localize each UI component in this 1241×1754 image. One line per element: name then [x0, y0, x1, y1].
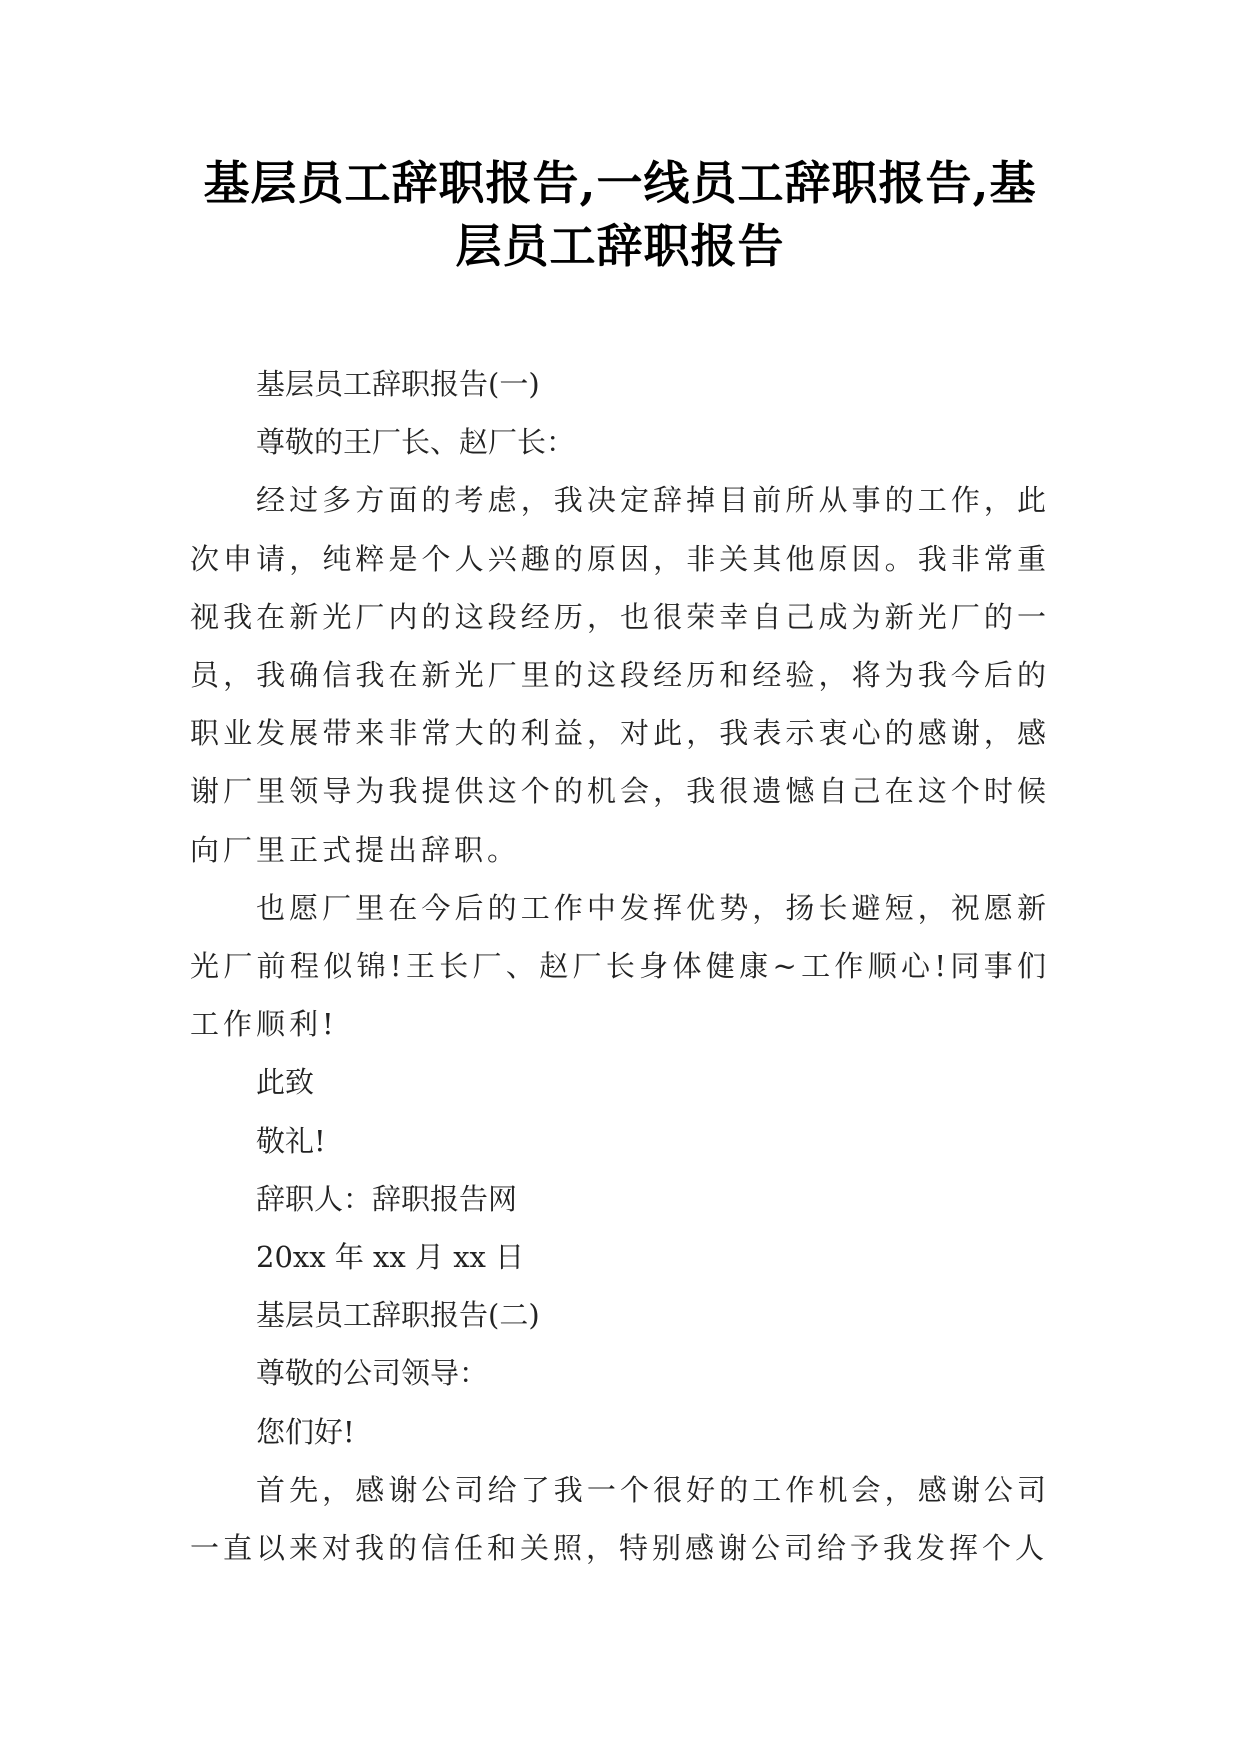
salutation-2: 尊敬的公司领导： [256, 1356, 489, 1391]
signature-line: 辞职人：辞职报告网 [256, 1181, 518, 1216]
body-paragraph: 首先，感谢公司给了我一个很好的工作机会，感谢公司一直以来对我的信任和关照，特别感谢公司给予我发挥个人 [190, 1472, 1050, 1566]
document-body [190, 355, 1050, 1577]
closing-phrase: 此致 [256, 1065, 315, 1100]
body-paragraph: 也愿厂里在今后的工作中发挥优势，扬长避短，祝愿新光厂前程似锦!王长厂、赵厂长身体健康~工作顺心!同事们工作顺利! [190, 890, 1050, 1042]
salutation-1: 尊敬的王厂长、赵厂长： [256, 425, 576, 460]
section-heading-1: 基层员工辞职报告(一) [256, 367, 540, 401]
document-title: 基层员工辞职报告,一线员工辞职报告,基层员工辞职报告 [203, 156, 1037, 273]
section-heading-2: 基层员工辞职报告(二) [256, 1298, 540, 1333]
body-paragraph: 经过多方面的考虑，我决定辞掉目前所从事的工作，此次申请，纯粹是个人兴趣的原因，非关其他原因。我非常重视我在新光厂内的这段经历，也很荣幸自己成为新光厂的一员，我确信我在新光厂里的这段经历和经验，将为我今后的职业发展带来非常大的利益，对此，我表示衷心的感谢，感谢厂里领导为我提供这个的机会，我很遗憾自己在这个时候向厂里正式提出辞职。 [190, 483, 1050, 867]
closing-regards: 敬礼! [256, 1123, 326, 1158]
greeting: 您们好! [256, 1414, 355, 1449]
date-line: 20xx 年 xx 月 xx 日 [256, 1240, 525, 1275]
